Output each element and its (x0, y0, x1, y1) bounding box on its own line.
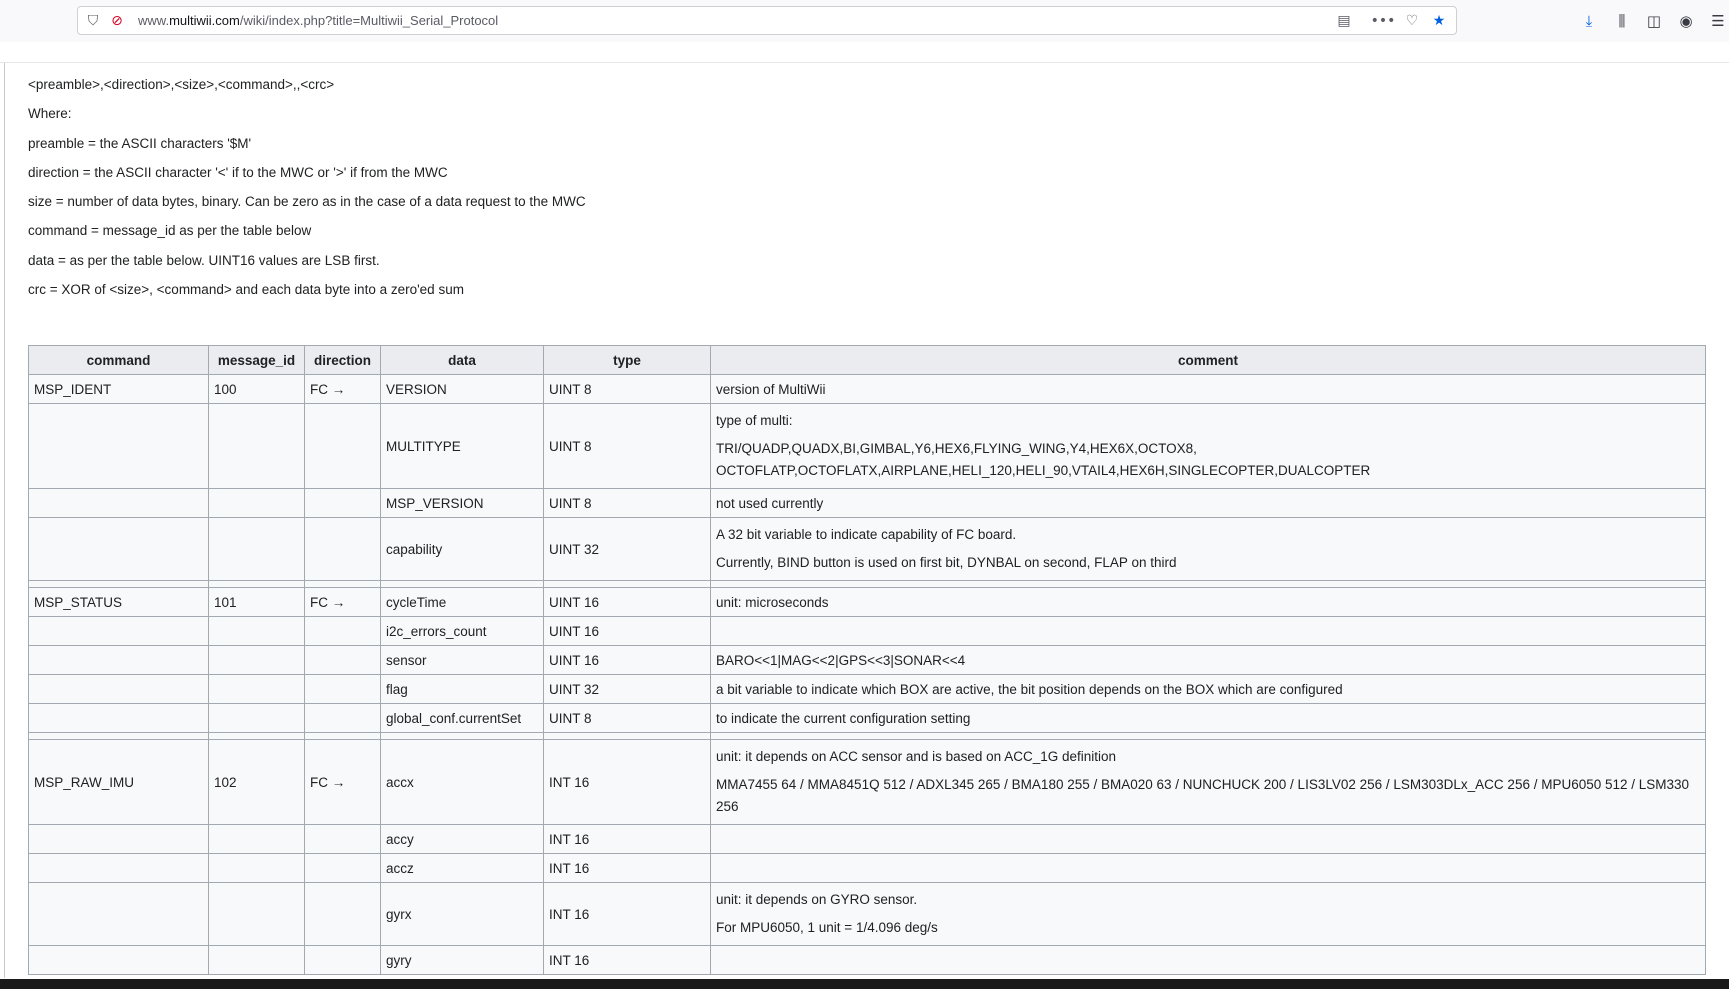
cell-command (29, 883, 209, 946)
table-row (29, 375, 1706, 404)
library-icon[interactable]: ⫼ (1618, 12, 1626, 30)
cell-type: UINT 16 (544, 588, 711, 617)
separator-cell (711, 581, 1706, 588)
sidebar-icon[interactable]: ◫ (1646, 12, 1662, 30)
menu-icon[interactable]: ☰ (1711, 12, 1725, 30)
separator-cell (381, 581, 544, 588)
cell-data: global_conf.currentSet (381, 704, 544, 733)
cell-data: accy (381, 825, 544, 854)
cell-direction (305, 854, 381, 883)
cell-type: UINT 32 (544, 675, 711, 704)
cell-direction (305, 704, 381, 733)
cell-data: flag (381, 675, 544, 704)
comment-paragraph: unit: it depends on GYRO sensor. (716, 892, 918, 907)
table-row (29, 518, 1706, 581)
intro-line: preamble = the ASCII characters '$M' (28, 135, 252, 151)
cell-command (29, 854, 209, 883)
cell-command (29, 617, 209, 646)
cell-command (29, 404, 209, 489)
separator-cell (544, 733, 711, 740)
protocol-description (28, 76, 1708, 310)
cell-data: accx (381, 740, 544, 825)
cell-message-id (209, 404, 305, 489)
content-border (4, 63, 5, 978)
cell-command (29, 646, 209, 675)
separator-row (29, 581, 1706, 588)
cell-comment (711, 883, 1706, 946)
comment-paragraph: type of multi: (716, 413, 793, 428)
cell-comment (711, 617, 1706, 646)
cell-message-id (209, 883, 305, 946)
separator-cell (209, 733, 305, 740)
table-row (29, 883, 1706, 946)
cell-direction (305, 518, 381, 581)
cell-comment: version of MultiWii (711, 375, 1706, 404)
cell-comment (711, 946, 1706, 975)
cell-direction (305, 646, 381, 675)
account-icon[interactable]: ◉ (1679, 12, 1693, 30)
cell-direction (305, 617, 381, 646)
cell-command (29, 675, 209, 704)
address-bar[interactable] (77, 6, 1457, 35)
intro-line: <preamble>,<direction>,<size>,<command>,,<crc> (28, 77, 335, 92)
intro-line: Where: (28, 106, 72, 122)
table-row (29, 704, 1706, 733)
cell-message-id: 101 (209, 588, 305, 617)
url-text[interactable]: www.multiwii.com/wiki/index.php?title=Multiwii_Serial_Protocol (138, 13, 499, 28)
download-icon[interactable]: ⤓ (1585, 12, 1593, 30)
header-message-id: message_id (209, 346, 305, 375)
cell-data: capability (381, 518, 544, 581)
cell-command (29, 825, 209, 854)
intro-line: crc = XOR of <size>, <command> and each data byte into a zero'ed sum (28, 282, 464, 298)
cell-data: sensor (381, 646, 544, 675)
cell-direction: FC → (305, 740, 381, 825)
comment-paragraph: A 32 bit variable to indicate capability of FC board. (716, 527, 1017, 542)
comment-paragraph: MMA7455 64 / MMA8451Q 512 / ADXL345 265 / BMA180 255 / BMA020 63 / NUNCHUCK 200 / LIS3LV02 256 / LSM303DLx_ACC 256 / MPU6050 512 / LSM330 256 (716, 777, 1690, 814)
table-body (29, 375, 1706, 975)
cell-type: UINT 8 (544, 404, 711, 489)
table-row (29, 588, 1706, 617)
comment-paragraph: unit: it depends on ACC sensor and is based on ACC_1G definition (716, 749, 1117, 764)
cell-type: UINT 8 (544, 704, 711, 733)
intro-line: command = message_id as per the table below (28, 223, 312, 239)
cell-message-id (209, 675, 305, 704)
cell-type: INT 16 (544, 946, 711, 975)
cell-message-id (209, 704, 305, 733)
cell-type: UINT 16 (544, 646, 711, 675)
cell-comment: to indicate the current configuration setting (711, 704, 1706, 733)
cell-direction (305, 825, 381, 854)
cell-type: UINT 16 (544, 617, 711, 646)
intro-line: size = number of data bytes, binary. Can be zero as in the case of a data request to the MWC (28, 194, 586, 210)
cell-type: UINT 8 (544, 375, 711, 404)
cell-message-id (209, 946, 305, 975)
cell-data: i2c_errors_count (381, 617, 544, 646)
table-row (29, 854, 1706, 883)
table-row (29, 404, 1706, 489)
cell-type: INT 16 (544, 740, 711, 825)
shield-icon[interactable]: ⛉ (87, 13, 99, 29)
separator-cell (209, 581, 305, 588)
cell-message-id (209, 617, 305, 646)
cell-comment: not used currently (711, 489, 1706, 518)
cell-type: INT 16 (544, 883, 711, 946)
cell-command: MSP_IDENT (29, 375, 209, 404)
intro-line: direction = the ASCII character '<' if to the MWC or '>' if from the MWC (28, 164, 448, 180)
separator-cell (381, 733, 544, 740)
message-table (28, 345, 1706, 975)
header-type: type (544, 346, 711, 375)
separator-cell (29, 733, 209, 740)
cell-data: MULTITYPE (381, 404, 544, 489)
intro-line: data = as per the table below. UINT16 values are LSB first. (28, 252, 380, 268)
browser-toolbar (0, 0, 1729, 42)
comment-paragraph: TRI/QUADP,QUADX,BI,GIMBAL,Y6,HEX6,FLYING_WING,Y4,HEX6X,OCTOX8, OCTOFLATP,OCTOFLATX,AIRPLANE,HELI_120,HELI_90,VTAIL4,HEX6H,SINGLECOPTER,DUALCOPTER (716, 441, 1371, 478)
separator-cell (29, 581, 209, 588)
cell-data: accz (381, 854, 544, 883)
cell-command (29, 946, 209, 975)
cell-command (29, 704, 209, 733)
cell-comment (711, 518, 1706, 581)
table-row (29, 946, 1706, 975)
cell-command: MSP_STATUS (29, 588, 209, 617)
taskbar (0, 979, 1729, 989)
pocket-icon[interactable]: ♡ (1405, 13, 1419, 29)
cell-message-id (209, 518, 305, 581)
cell-direction (305, 404, 381, 489)
cell-data: VERSION (381, 375, 544, 404)
cell-comment (711, 740, 1706, 825)
divider (0, 62, 1729, 63)
cell-message-id (209, 646, 305, 675)
cell-data: MSP_VERSION (381, 489, 544, 518)
more-icon[interactable]: ••• (1370, 13, 1396, 29)
reader-view-icon[interactable]: ▤ (1337, 13, 1351, 29)
cell-comment: BARO<<1|MAG<<2|GPS<<3|SONAR<<4 (711, 646, 1706, 675)
header-direction: direction (305, 346, 381, 375)
cell-comment (711, 854, 1706, 883)
cell-type: INT 16 (544, 825, 711, 854)
cell-type: INT 16 (544, 854, 711, 883)
table-row (29, 825, 1706, 854)
bookmark-star-icon[interactable]: ★ (1432, 13, 1446, 29)
table-row (29, 489, 1706, 518)
table-row (29, 646, 1706, 675)
comment-paragraph: For MPU6050, 1 unit = 1/4.096 deg/s (716, 920, 938, 935)
cell-data: gyrx (381, 883, 544, 946)
cell-message-id: 102 (209, 740, 305, 825)
cell-comment: a bit variable to indicate which BOX are active, the bit position depends on the BOX which are configured (711, 675, 1706, 704)
cell-message-id: 100 (209, 375, 305, 404)
cell-message-id (209, 825, 305, 854)
table-row (29, 675, 1706, 704)
separator-cell (305, 581, 381, 588)
cell-command: MSP_RAW_IMU (29, 740, 209, 825)
cell-message-id (209, 489, 305, 518)
cell-comment (711, 404, 1706, 489)
cell-comment: unit: microseconds (711, 588, 1706, 617)
table-row (29, 617, 1706, 646)
separator-cell (544, 581, 711, 588)
cell-type: UINT 32 (544, 518, 711, 581)
table-row (29, 740, 1706, 825)
cell-direction (305, 946, 381, 975)
page-top-strip (0, 42, 1729, 64)
separator-row (29, 733, 1706, 740)
cell-direction: FC → (305, 588, 381, 617)
cell-command (29, 489, 209, 518)
cell-message-id (209, 854, 305, 883)
table-header-row (29, 346, 1706, 375)
tracking-off-icon[interactable]: ⊘ (111, 13, 123, 29)
cell-data: gyry (381, 946, 544, 975)
cell-comment (711, 825, 1706, 854)
cell-direction (305, 883, 381, 946)
comment-paragraph: Currently, BIND button is used on first bit, DYNBAL on second, FLAP on third (716, 555, 1177, 570)
cell-data: cycleTime (381, 588, 544, 617)
cell-direction: FC → (305, 375, 381, 404)
cell-direction (305, 675, 381, 704)
separator-cell (305, 733, 381, 740)
article-body (28, 76, 1708, 310)
header-comment: comment (711, 346, 1706, 375)
cell-command (29, 518, 209, 581)
separator-cell (711, 733, 1706, 740)
header-command: command (29, 346, 209, 375)
cell-direction (305, 489, 381, 518)
header-data: data (381, 346, 544, 375)
cell-type: UINT 8 (544, 489, 711, 518)
